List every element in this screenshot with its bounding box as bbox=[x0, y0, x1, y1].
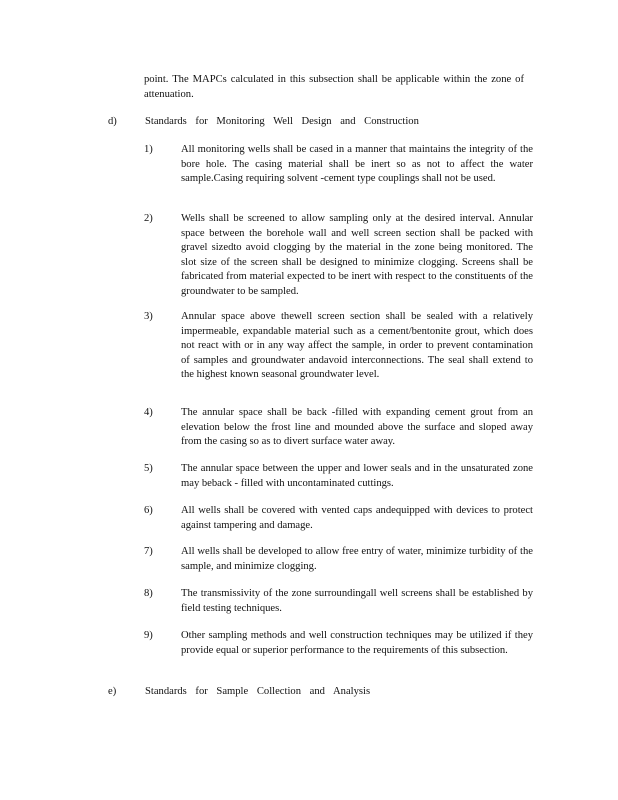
item-number: 6) bbox=[144, 505, 153, 516]
item-text: All wells shall be covered with vented caps andequipped with devices to protect against tampering and damage. bbox=[181, 505, 533, 531]
section-title: Standards for Sample Collection and Analysis bbox=[145, 686, 371, 697]
item-text: The annular space shall be back -filled with expanding cement grout from an elevation below the frost line and mounded above the surface and sloped away from the casing so as to divert surface water away. bbox=[181, 407, 533, 447]
item-text: The transmissivity of the zone surroundingall well screens shall be established by field testing techniques. bbox=[181, 588, 533, 614]
section-label: d) bbox=[108, 116, 117, 127]
item-number: 4) bbox=[144, 407, 153, 418]
section-label: e) bbox=[108, 686, 117, 697]
item-number: 1) bbox=[144, 144, 153, 155]
item-text: Annular space above thewell screen section shall be sealed with a relatively impermeable, expandable material such as a cement/bentonite grout, which does not react with or in any way affect the sample, in order to prevent contamination of samples and groundwater andavoid interconnections. The seal shall extend to the highest known seasonal groundwater level. bbox=[181, 311, 533, 380]
item-text: Wells shall be screened to allow sampling only at the desired interval. Annular space between the borehole wall and well screen section shall be packed with gravel sizedto avoid clogging by the material in the zone being monitored. The slot size of the screen shall be designed to minimize clogging. Screens shall be fabricated from material expected to be inert with respect to the constituents of the groundwater to be sampled. bbox=[181, 213, 533, 297]
item-number: 3) bbox=[144, 311, 153, 322]
section-title: Standards for Monitoring Well Design and Construction bbox=[145, 116, 419, 127]
item-text: The annular space between the upper and lower seals and in the unsaturated zone may beback - filled with uncontaminated cuttings. bbox=[181, 463, 533, 489]
item-text: All wells shall be developed to allow free entry of water, minimize turbidity of the sample, and minimize clogging. bbox=[181, 546, 533, 572]
intro-paragraph: point. The MAPCs calculated in this subsection shall be applicable within the zone of attenuation. bbox=[144, 74, 524, 100]
item-text: Other sampling methods and well construction techniques may be utilized if they provide equal or superior performance to the requirements of this subsection. bbox=[181, 630, 533, 656]
item-number: 8) bbox=[144, 588, 153, 599]
item-number: 7) bbox=[144, 546, 153, 557]
item-number: 9) bbox=[144, 630, 153, 641]
item-text: All monitoring wells shall be cased in a manner that maintains the integrity of the bore hole. The casing material shall be inert so as not to affect the water sample.Casing requiring solvent -cement type couplings shall not be used. bbox=[181, 144, 533, 184]
item-number: 5) bbox=[144, 463, 153, 474]
item-number: 2) bbox=[144, 213, 153, 224]
